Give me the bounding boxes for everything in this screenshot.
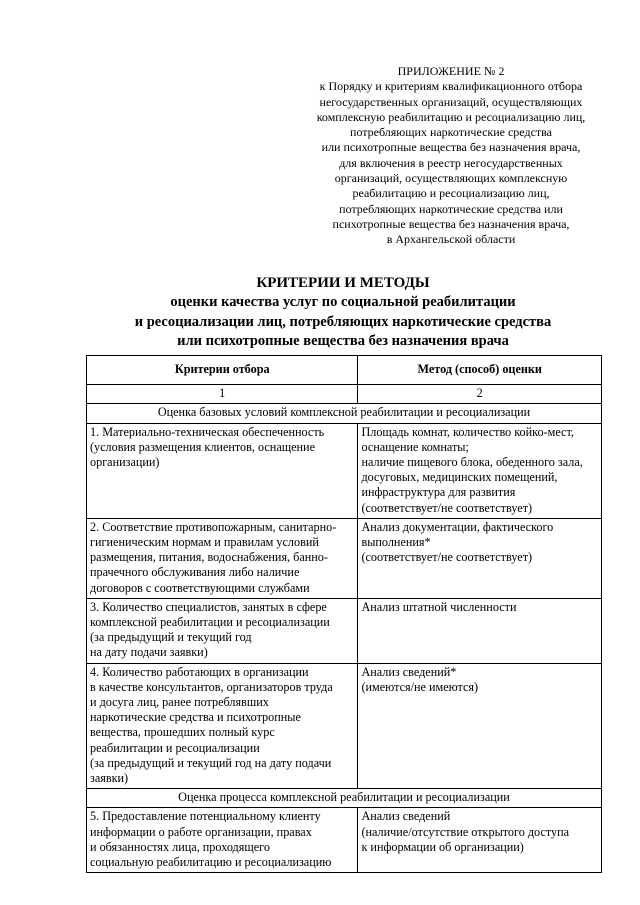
cell-line: информации о работе организации, правах	[90, 824, 312, 839]
cell-line: реабилитации и ресоциализации	[90, 740, 260, 755]
cell-line: (имеются/не имеются)	[361, 679, 479, 694]
cell-line: 2. Соответствие противопожарным, санитарно-	[90, 519, 337, 534]
title-subtitle-line: оценки качества услуг по социальной реабилитации	[170, 294, 516, 310]
method-cell	[358, 423, 602, 518]
section-row	[87, 404, 602, 423]
appendix-line: комплексную реабилитацию и ресоциализацию лиц,	[316, 109, 586, 124]
criterion-cell	[87, 423, 358, 518]
table-row	[87, 663, 602, 789]
cell-line: Анализ сведений	[361, 809, 451, 824]
cell-line: (за предыдущий и текущий год	[90, 630, 252, 645]
appendix-line: для включения в реестр негосударственных	[339, 155, 563, 170]
appendix-line: к Порядку и критериям квалификационного отбора	[319, 79, 583, 94]
document-title	[40, 273, 640, 352]
cell-line: социальную реабилитацию и ресоциализацию	[90, 855, 332, 870]
criterion-cell	[87, 518, 358, 598]
cell-line: комплексной реабилитации и ресоциализации	[90, 615, 330, 630]
cell-line: выполнения*	[361, 535, 431, 550]
column-number-row	[87, 385, 602, 404]
cell-line: (соответствует/не соответствует)	[361, 500, 533, 515]
section-title: Оценка процесса комплексной реабилитации и ресоциализации	[87, 789, 602, 808]
cell-line: и досуга лиц, ранее потреблявших	[90, 695, 269, 710]
appendix-header	[290, 64, 612, 248]
cell-line: к информации об организации)	[361, 839, 524, 854]
appendix-line: потребляющих наркотические средства	[350, 125, 552, 140]
appendix-line: негосударственных организаций, осуществляющих	[319, 94, 583, 109]
title-main: КРИТЕРИИ И МЕТОДЫ	[256, 275, 430, 291]
appendix-line: реабилитацию и ресоциализацию лиц,	[352, 186, 550, 201]
cell-line: прачечного обслуживания либо наличие	[90, 565, 300, 580]
appendix-line: психотропные вещества без назначения врача,	[332, 216, 570, 231]
criterion-cell	[87, 663, 358, 789]
cell-line: на дату подачи заявки)	[90, 645, 208, 660]
table-row	[87, 423, 602, 518]
appendix-line: ПРИЛОЖЕНИЕ № 2	[397, 64, 505, 78]
cell-line: инфраструктура для развития	[361, 485, 516, 500]
appendix-line: или психотропные вещества без назначения врача,	[321, 140, 581, 155]
cell-line: наличие пищевого блока, обеденного зала,	[361, 455, 583, 470]
cell-line: и обязанностях лица, проходящего	[90, 839, 270, 854]
cell-line: (наличие/отсутствие открытого доступа	[361, 824, 570, 839]
cell-line: наркотические средства и психотропные	[90, 710, 301, 725]
section-title: Оценка базовых условий комплексной реабилитации и ресоциализации	[87, 404, 602, 423]
cell-line: (соответствует/не соответствует)	[361, 550, 533, 565]
column-number: 2	[358, 385, 602, 404]
cell-line: Анализ штатной численности	[361, 599, 517, 614]
cell-line: Анализ документации, фактического	[361, 519, 554, 534]
cell-line: Анализ сведений*	[361, 664, 457, 679]
cell-line: организации)	[90, 455, 160, 470]
cell-line: заявки)	[90, 771, 129, 786]
cell-line: 1. Материально-техническая обеспеченность	[90, 424, 325, 439]
cell-line: 4. Количество работающих в организации	[90, 664, 309, 679]
method-cell	[358, 518, 602, 598]
method-cell	[358, 808, 602, 873]
method-cell	[358, 663, 602, 789]
appendix-line: в Архангельской области	[386, 232, 516, 247]
criterion-cell	[87, 598, 358, 663]
cell-line: 3. Количество специалистов, занятых в сфере	[90, 599, 327, 614]
title-subtitle-line: или психотропные вещества без назначения врача	[177, 333, 509, 349]
table-row	[87, 518, 602, 598]
cell-line: 5. Предоставление потенциальному клиенту	[90, 809, 321, 824]
criterion-cell	[87, 808, 358, 873]
section-row	[87, 789, 602, 808]
table-header-row	[87, 356, 602, 385]
criteria-table	[86, 355, 602, 873]
cell-line: договоров с соответствующими службами	[90, 580, 310, 595]
cell-line: в качестве консультантов, организаторов труда	[90, 679, 333, 694]
table-row	[87, 598, 602, 663]
header-method: Метод (способ) оценки	[358, 356, 602, 385]
appendix-line: организаций, осуществляющих комплексную	[334, 171, 568, 186]
column-number: 1	[87, 385, 358, 404]
method-cell	[358, 598, 602, 663]
cell-line: (условия размещения клиентов, оснащение	[90, 439, 315, 454]
cell-line: досуговых, медицинских помещений,	[361, 470, 558, 485]
appendix-line: потребляющих наркотические средства или	[339, 201, 563, 216]
header-criteria: Критерии отбора	[87, 356, 358, 385]
cell-line: размещения, питания, водоснабжения, банно-	[90, 550, 328, 565]
cell-line: гигиеническим нормам и правилам условий	[90, 535, 319, 550]
table-row	[87, 808, 602, 873]
cell-line: вещества, прошедших полный курс	[90, 725, 275, 740]
title-subtitle-line: и ресоциализации лиц, потребляющих наркотические средства	[134, 313, 552, 330]
cell-line: Площадь комнат, количество койко-мест,	[361, 424, 574, 439]
cell-line: (за предыдущий и текущий год на дату подачи	[90, 755, 332, 770]
cell-line: оснащение комнаты;	[361, 439, 469, 454]
